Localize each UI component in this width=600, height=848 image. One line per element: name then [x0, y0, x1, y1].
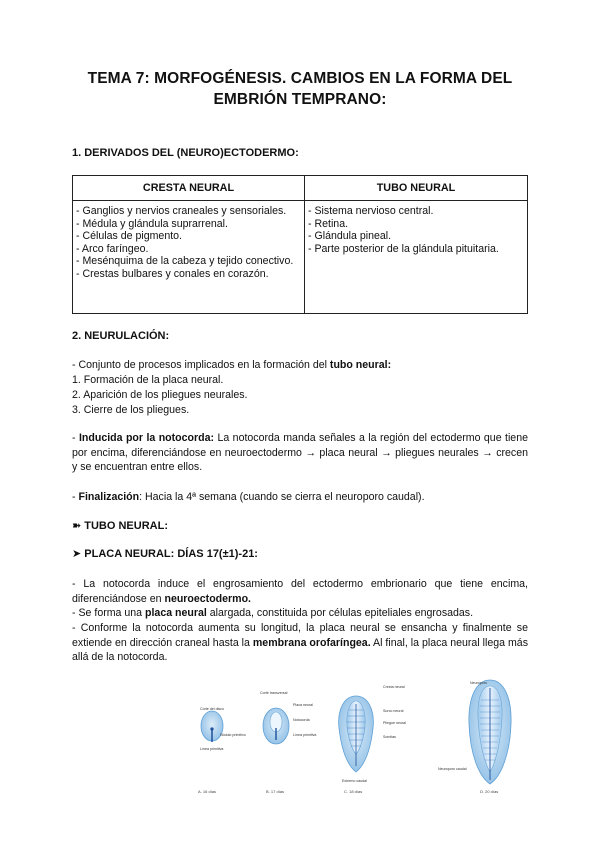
list-item: - Arco faríngeo.: [76, 242, 149, 255]
induced-text: La notocorda manda señales a la región del ectodermo que tiene por encima, diferenciándose en neuroectodermo → placa neural → pliegues neurales → crecen y se encuentran entre ellos.: [72, 432, 528, 474]
neurulation-intro: [72, 358, 528, 373]
caption-c: C. 18 días: [344, 789, 363, 794]
intro-text: - Conjunto de procesos implicados en la formación del: [72, 359, 330, 371]
p2-bold: placa neural: [145, 607, 207, 619]
table-header-row: [73, 176, 528, 201]
list-item: - Sistema nervioso central.: [308, 205, 434, 217]
p3-text: - Conforme la notocorda aumenta su longitud, la placa neural se ensancha y finalmente se extiende en dirección craneal hasta la: [72, 622, 528, 649]
list-item: - Células de pigmento.: [76, 230, 182, 243]
finalization-bold: Finalización: [78, 491, 140, 503]
finalization-text: : Hacia la 4ª semana (cuando se cierra el neuroporo caudal).: [139, 491, 425, 503]
list-item: - Ganglios y nervios craneales y sensoriales.: [76, 205, 287, 217]
label-c-2: Pliegue neural: [383, 721, 406, 725]
step-2: 2. Aparición de los pliegues neurales.: [72, 389, 248, 401]
list-item: - Retina.: [308, 217, 349, 230]
p1-bold: neuroectodermo.: [164, 592, 251, 605]
document-title: [72, 68, 528, 110]
list-item: - Médula y glándula suprarrenal.: [76, 217, 228, 230]
placa-paragraph-1: [72, 577, 528, 606]
embryo-b-17-days: [260, 691, 316, 744]
label-c-top: Cresta neural: [383, 685, 405, 689]
label-b-3: Línea primitiva: [293, 733, 317, 737]
label-b-1: Placa neural: [293, 703, 313, 707]
tubo-neural-heading: ➽ TUBO NEURAL:: [72, 520, 168, 532]
table-header-cresta: CRESTA NEURAL: [73, 176, 305, 201]
placa-paragraph-2: [72, 606, 528, 621]
caption-d: D. 20 días: [480, 789, 499, 794]
label-c-3: Somitas: [383, 735, 396, 739]
p3-text-post: Al final, la placa neural llega más allá de la notocorda.: [72, 636, 528, 664]
list-item: - Parte posterior de la glándula pituitaria.: [308, 242, 499, 255]
neural-plate-figure: [198, 676, 518, 801]
caption-a: A. 16 días: [198, 789, 217, 794]
list-item: - Mesénquima de la cabeza y tejido conectivo.: [76, 255, 294, 268]
placa-neural-heading: ➤ PLACA NEURAL: DÍAS 17(±1)-21:: [72, 548, 258, 560]
derivatives-table: [72, 175, 528, 314]
label-c-1: Surco neural: [383, 709, 404, 713]
induced-bold: Inducida por la notocorda:: [78, 432, 215, 444]
label-a-bottom: Línea primitiva: [200, 747, 224, 751]
finalization-paragraph: - Finalización: Hacia la 4ª semana (cuando se cierra el neuroporo caudal).: [72, 491, 425, 503]
label-b-2: Notocorda: [293, 718, 310, 722]
list-item: - Glándula pineal.: [308, 230, 392, 243]
embryo-c-18-days: [339, 685, 407, 783]
placa-paragraph-3: [72, 621, 528, 665]
embryo-a-16-days: [200, 707, 246, 751]
p2-text-post: alargada, constituida por células epiteliales engrosadas.: [206, 607, 474, 619]
label-d-bottom: Neuroporo caudal: [438, 767, 467, 771]
induced-paragraph: - Inducida por la notocorda: La notocorda manda señales a la región del ectodermo que tiene por encima, diferenciándose en neuroectodermo → placa neural → pliegues neurales → crecen y se encuentran entre ellos.: [72, 432, 528, 474]
section-1-heading: 1. DERIVADOS DEL (NEURO)ECTODERMO:: [72, 147, 299, 159]
label-a-top: Corte del disco: [200, 707, 224, 711]
intro-bold: tubo neural:: [329, 359, 392, 371]
label-b-top: Corte transversal: [260, 691, 288, 695]
title-line-2: EMBRIÓN TEMPRANO:: [213, 91, 387, 108]
p3-bold: membrana orofaríngea.: [252, 636, 371, 649]
list-item: - Crestas bulbares y conales en corazón.: [76, 267, 269, 280]
step-1: 1. Formación de la placa neural.: [72, 374, 224, 386]
caption-b: B. 17 días: [266, 789, 285, 794]
p1-text: - La notocorda induce el engrosamiento del ectodermo embrionario que tiene encima, diferenciándose en: [72, 578, 528, 605]
cresta-neural-cell: [73, 201, 305, 314]
table-header-tubo: TUBO NEURAL: [305, 176, 528, 201]
embryo-d-20-days: [438, 680, 511, 784]
label-c-bottom: Extremo caudal: [342, 779, 367, 783]
label-d-top: Neuroporo: [470, 681, 487, 685]
table-row: [73, 201, 528, 314]
p2-text: - Se forma una: [72, 607, 146, 619]
step-3: 3. Cierre de los pliegues.: [72, 404, 190, 416]
section-2-heading: 2. NEURULACIÓN:: [72, 330, 170, 342]
title-line-1: TEMA 7: MORFOGÉNESIS. CAMBIOS EN LA FORMA DEL: [87, 70, 513, 87]
label-a-mid: Nódulo primitivo: [220, 733, 246, 737]
tubo-neural-cell: [305, 201, 528, 314]
